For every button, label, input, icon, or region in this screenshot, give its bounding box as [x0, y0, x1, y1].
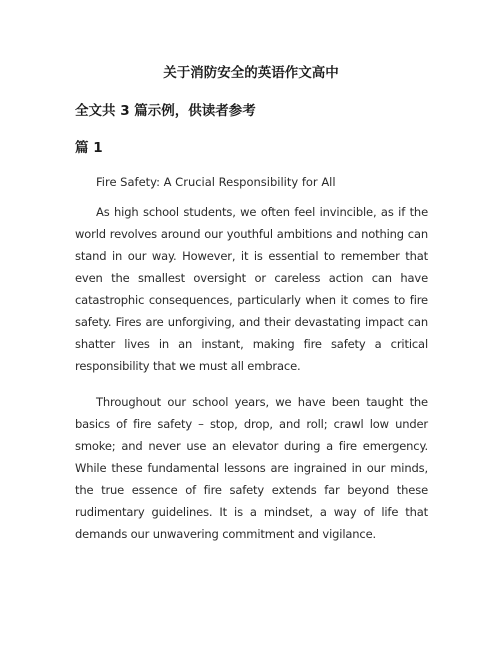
document-title: 关于消防安全的英语作文高中 [163, 65, 339, 81]
body-paragraph: As high school students, we often feel invincible, as if the world revolves around our youthful ambitions and nothing can stand in our way. However, it is essential to remember that even the smallest oversight or careless action can have catastrophic consequences, particularly when it comes to fire safety. Fires are unforgiving, and their devastating impact can shatter lives in an instant, making fire safety a critical responsibility that we must all embrace. [75, 205, 428, 373]
document-subtitle: 全文共 3 篇示例，供读者参考 [75, 103, 256, 119]
body-paragraph: Throughout our school years, we have been taught the basics of fire safety – stop, drop, and roll; crawl low under smoke; and never use an elevator during a fire emergency. While these fundamental lessons are ingrained in our minds, the true essence of fire safety extends far beyond these rudimentary guidelines. It is a mindset, a way of life that demands our unwavering commitment and vigilance. [75, 395, 428, 541]
section-heading: 篇 1 [75, 140, 103, 156]
essay-title: Fire Safety: A Crucial Responsibility for All [96, 175, 336, 189]
